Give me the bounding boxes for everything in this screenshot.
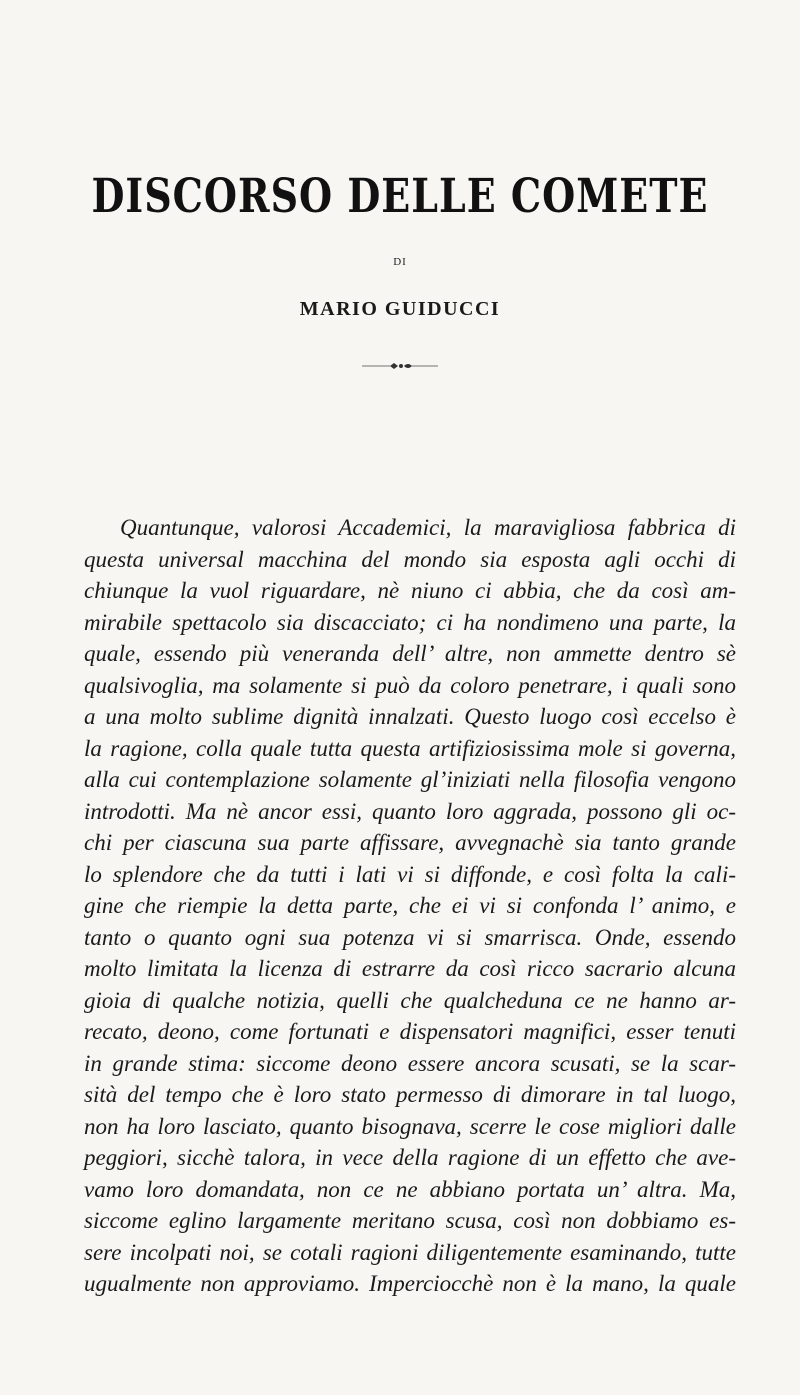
- text-line: recato, deono, come fortunati e dispensatori magnifici, esser tenuti: [84, 1019, 736, 1044]
- text-line: quale, essendo più veneranda dell’ altre, non ammette dentro sè: [84, 641, 736, 666]
- text-line: lo splendore che da tutti i lati vi si diffonde, e così folta la cali-: [84, 861, 736, 887]
- text-line: alla cui contemplazione solamente gl’iniziati nella filosofia vengono: [84, 767, 736, 792]
- text-line: questa universal macchina del mondo sia esposta agli occhi di: [84, 546, 736, 572]
- text-line: gioia di qualche notizia, quelli che qualcheduna ce ne hanno ar-: [84, 987, 736, 1013]
- text-line: Quantunque, valorosi Accademici, la maravigliosa fabbrica di: [120, 515, 736, 540]
- text-line: in grande stima: siccome deono essere ancora scusati, se la scar-: [84, 1050, 736, 1076]
- text-line: mirabile spettacolo sia discacciato; ci ha nondimeno una parte, la: [84, 609, 736, 635]
- text-line: ugualmente non approviamo. Imperciocchè non è la mano, la quale: [84, 1271, 736, 1296]
- text-line: a una molto sublime dignità innalzati. Questo luogo così eccelso è: [84, 704, 736, 729]
- page-title: DISCORSO DELLE COMETE: [91, 168, 709, 223]
- text-line: tanto o quanto ogni sua potenza vi si smarrisca. Onde, essendo: [84, 924, 736, 950]
- text-line: sere incolpati noi, se cotali ragioni diligentemente esaminando, tutte: [84, 1239, 736, 1265]
- text-line: non ha loro lasciato, quanto bisognava, scerre le cose migliori dalle: [84, 1113, 736, 1139]
- text-line: molto limitata la licenza di estrarre da così ricco sacrario alcuna: [84, 956, 736, 981]
- text-line: qualsivoglia, ma solamente si può da coloro penetrare, i quali sono: [84, 672, 736, 698]
- body-paragraph: [84, 512, 736, 1300]
- author-name: MARIO GUIDUCCI: [299, 298, 501, 320]
- text-line: gine che riempie la detta parte, che ei vi si confonda l’ animo, e: [84, 893, 736, 918]
- text-line: peggiori, sicchè talora, in vece della ragione di un effetto che ave-: [84, 1145, 736, 1170]
- text-line: vamo loro domandata, non ce ne abbiano portata un’ altra. Ma,: [84, 1176, 736, 1202]
- text-line: introdotti. Ma nè ancor essi, quanto loro aggrada, possono gli oc-: [84, 798, 736, 824]
- printer-ornament-icon: [360, 360, 440, 372]
- title-preposition: DI: [393, 256, 407, 268]
- text-line: la ragione, colla quale tutta questa artifiziosissima mole si governa,: [84, 735, 736, 761]
- text-line: siccome eglino largamente meritano scusa, così non dobbiamo es-: [84, 1208, 736, 1233]
- text-line: chi per ciascuna sua parte affissare, avvegnachè sia tanto grande: [84, 830, 736, 855]
- text-line: chiunque la vuol riguardare, nè niuno ci abbia, che da così am-: [84, 578, 736, 603]
- text-line: sità del tempo che è loro stato permesso di dimorare in tal luogo,: [84, 1082, 736, 1107]
